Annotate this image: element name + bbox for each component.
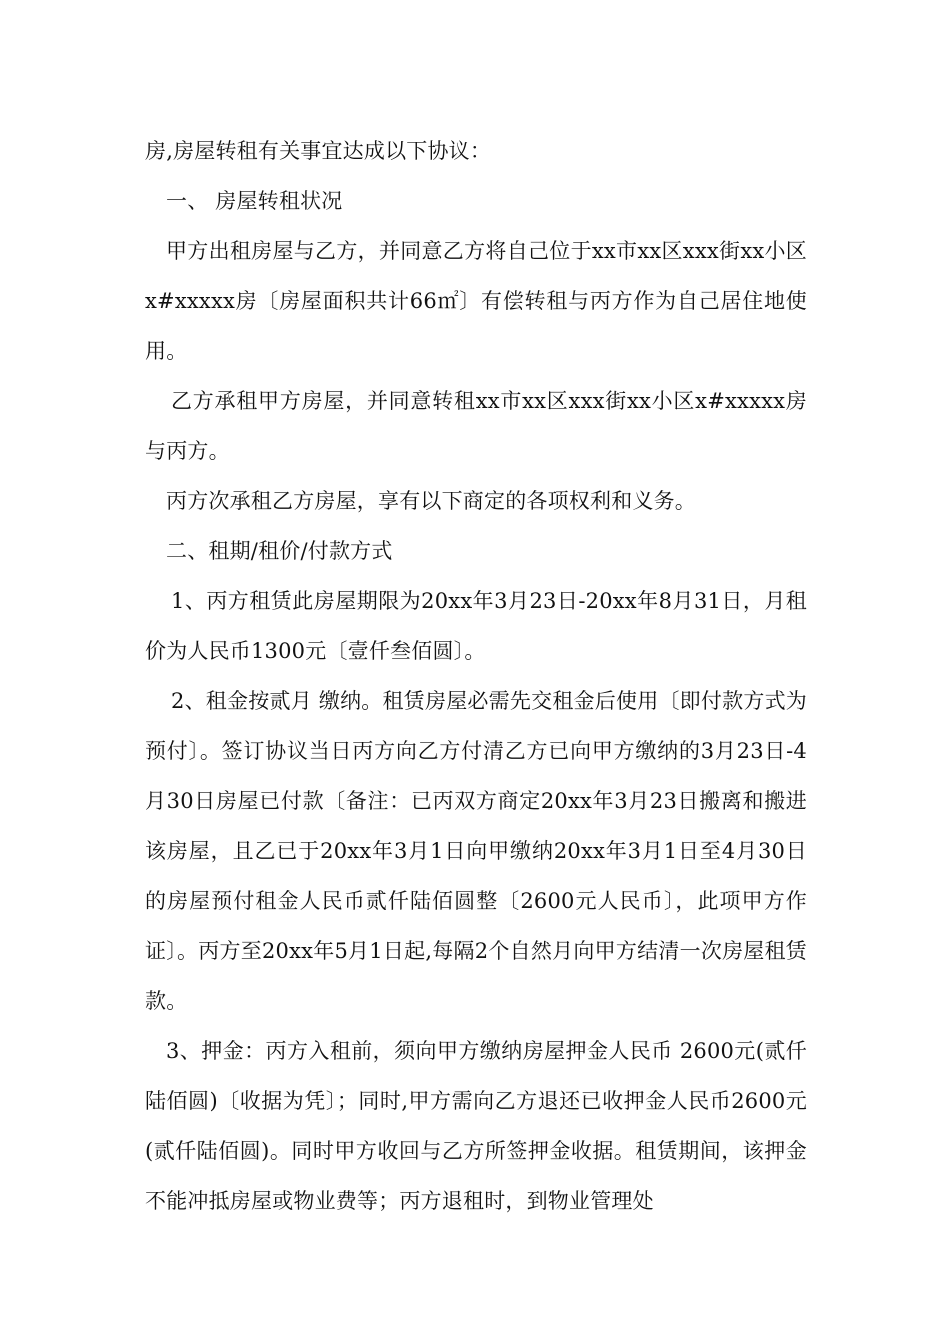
paragraph-party-c: 丙方次承租乙方房屋，享有以下商定的各项权利和义务。 [166,489,696,513]
paragraph-intro-continuation: 房,房屋转租有关事宜达成以下协议： [145,139,492,163]
clause-1-term: 1、丙方租赁此房屋期限为20xx年3月23日-20xx年8月31日，月租价为人民币1300元〔壹仟叁佰圆〕。 [145,589,807,663]
section-heading-1: 一、 房屋转租状况 [166,189,343,213]
clause-3-deposit: 3、押金：丙方入租前，须向甲方缴纳房屋押金人民币 2600元(贰仟陆佰圆)〔收据为凭〕；同时,甲方需向乙方退还已收押金人民币2600元(贰仟陆佰圆)。同时甲方收回与乙方所签押金收据。租赁期间，该押金不能冲抵房屋或物业费等；丙方退租时，到物业管理处 [145,1039,807,1213]
document-body [145,126,807,1226]
clause-2-payment: 2、租金按贰月 缴纳。租赁房屋必需先交租金后使用〔即付款方式为预付〕。签订协议当日丙方向乙方付清乙方已向甲方缴纳的3月23日-4月30日房屋已付款〔备注：已丙双方商定20xx年3月23日搬离和搬进该房屋，且乙已于20xx年3月1日向甲缴纳20xx年3月1日至4月30日的房屋预付租金人民币贰仟陆佰圆整〔2600元人民币〕，此项甲方作证〕。丙方至20xx年5月1日起,每隔2个自然月向甲方结清一次房屋租赁款。 [145,689,807,1013]
paragraph-party-b: 乙方承租甲方房屋，并同意转租xx市xx区xxx街xx小区x#xxxxx房与丙方。 [145,389,807,463]
paragraph-party-a: 甲方出租房屋与乙方，并同意乙方将自己位于xx市xx区xxx街xx小区x#xxxxx房〔房屋面积共计66㎡〕有偿转租与丙方作为自己居住地使用。 [145,239,807,363]
section-heading-2: 二、租期/租价/付款方式 [166,539,393,563]
